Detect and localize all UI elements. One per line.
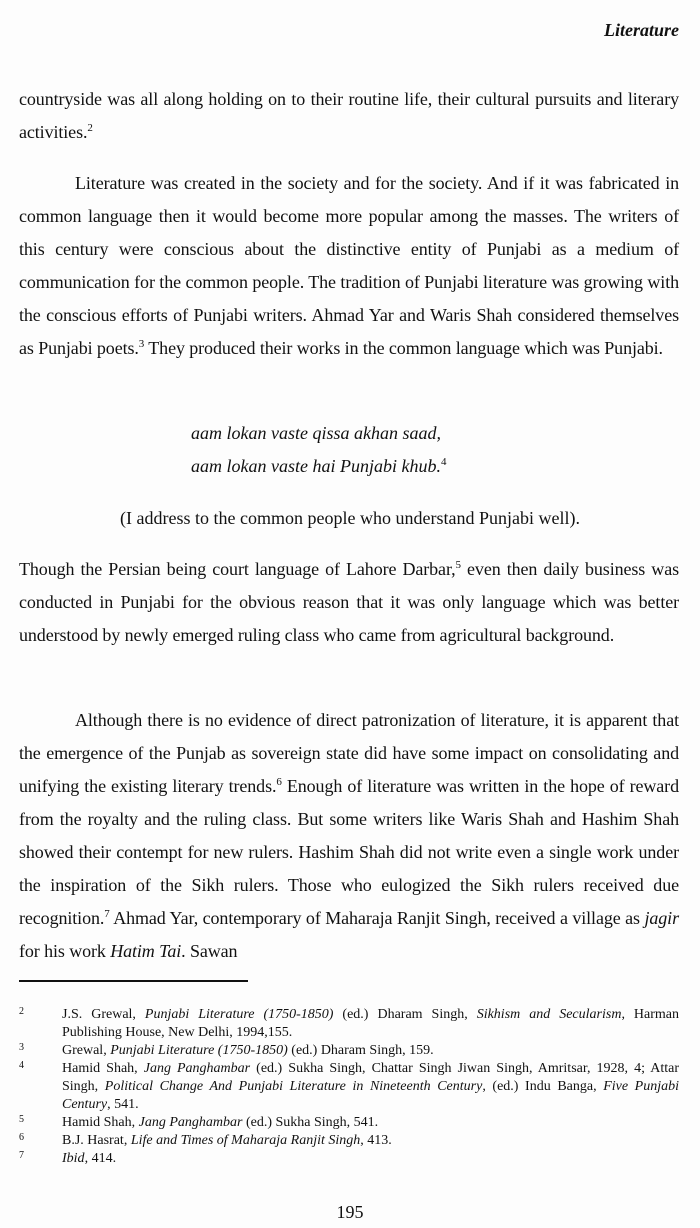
running-head: Literature <box>604 20 679 40</box>
work-title-hatim-tai: Hatim Tai <box>110 941 182 961</box>
footnote-6 <box>19 1132 679 1150</box>
footnote-ref[interactable]: 6 <box>276 776 282 788</box>
footnote-number: 6 <box>19 1132 24 1143</box>
footnote-text: Hamid Shah, Jang Panghambar (ed.) Sukha Singh, Chattar Singh Jiwan Singh, Amritsar, 1928, 4; Attar Singh, Political Change And Punjabi Literature in Nineteenth Century, (ed.) Indu Banga, Five Punjabi Century, 541. <box>62 1061 680 1112</box>
footnote-text: Hamid Shah, Jang Panghambar (ed.) Sukha Singh, 541. <box>62 1115 379 1130</box>
footnote-ref[interactable]: 3 <box>138 338 145 350</box>
paragraph-text: . Sawan <box>181 941 238 961</box>
paragraph-text: countryside was all along holding on to their routine life, their cultural pursuits and literary activities. <box>19 89 679 142</box>
footnote-ref[interactable]: 5 <box>455 559 461 571</box>
paragraph-text: Ahmad Yar, contemporary of Maharaja Ranjit Singh, received a village as <box>109 908 645 928</box>
footnote-ref[interactable]: 4 <box>440 456 447 468</box>
paragraph-text: for his work <box>19 941 111 961</box>
verse-line-1: aam lokan vaste qissa akhan saad, <box>191 423 441 443</box>
footnote-text: J.S. Grewal, Punjabi Literature (1750-1850) (ed.) Dharam Singh, Sikhism and Secularism, Harman Publishing House, New Delhi, 1994,155. <box>62 1007 680 1040</box>
paragraph-text: Literature was created in the society and for the society. And if it was fabricated in common language then it would become more popular among the masses. The writers of this century were conscious about the distinctive entity of Punjabi as a medium of communication for the common people. The tradition of Punjabi literature was growing with the conscious efforts of Punjabi writers. Ahmad Yar and Waris Shah considered themselves as Punjabi poets. <box>19 173 679 358</box>
paragraph-literature-society <box>19 167 679 365</box>
footnote-number: 5 <box>19 1114 24 1125</box>
footnote-7 <box>19 1150 679 1168</box>
paragraph-continuation <box>19 83 679 149</box>
footnote-text: Ibid, 414. <box>62 1151 117 1166</box>
footnote-text: B.J. Hasrat, Life and Times of Maharaja Ranjit Singh, 413. <box>62 1133 392 1148</box>
footnote-4 <box>19 1060 679 1114</box>
paragraph-text: Enough of literature was written in the hope of reward from the royalty and the ruling class. But some writers like Waris Shah and Hashim Shah showed their contempt for new rulers. Hashim Shah did not write even a single work under the inspiration of the Sikh rulers. Those who eulogized the Sikh rulers received due recognition. <box>19 776 679 928</box>
verse-quote <box>191 417 446 483</box>
paragraph-text: Though the Persian being court language of Lahore Darbar, <box>19 559 456 579</box>
footnote-ref[interactable]: 2 <box>87 122 93 134</box>
verse-line-2 <box>191 450 446 483</box>
footnotes <box>19 1006 679 1168</box>
footnote-number: 3 <box>19 1042 24 1053</box>
paragraph-patronization <box>19 704 679 968</box>
footnote-number: 2 <box>19 1006 24 1017</box>
verse-line-2-text: aam lokan vaste hai Punjabi khub. <box>191 456 441 476</box>
footnote-separator <box>19 980 248 982</box>
footnote-text: Grewal, Punjabi Literature (1750-1850) (ed.) Dharam Singh, 159. <box>62 1043 434 1058</box>
footnote-5 <box>19 1114 679 1132</box>
paragraph-persian-court <box>19 553 679 652</box>
footnote-number: 4 <box>19 1060 24 1071</box>
paragraph-text: Although there is no evidence of direct patronization of literature, it is apparent that the emergence of the Punjab as sovereign state did have some impact on consolidating and unifying the existing literary trends. <box>19 710 679 796</box>
footnote-3 <box>19 1042 679 1060</box>
footnote-number: 7 <box>19 1150 24 1161</box>
term-jagir: jagir <box>644 908 679 928</box>
paragraph-text: They produced their works in the common language which was Punjabi. <box>144 338 663 358</box>
page-number: 195 <box>336 1202 364 1222</box>
verse-translation: (I address to the common people who understand Punjabi well). <box>120 508 580 528</box>
footnote-ref[interactable]: 7 <box>104 908 110 920</box>
footnote-2 <box>19 1006 679 1042</box>
paragraph-text: even then daily business was conducted in Punjabi for the obvious reason that it was only language which was better understood by newly emerged ruling class who came from agricultural background. <box>19 559 679 645</box>
